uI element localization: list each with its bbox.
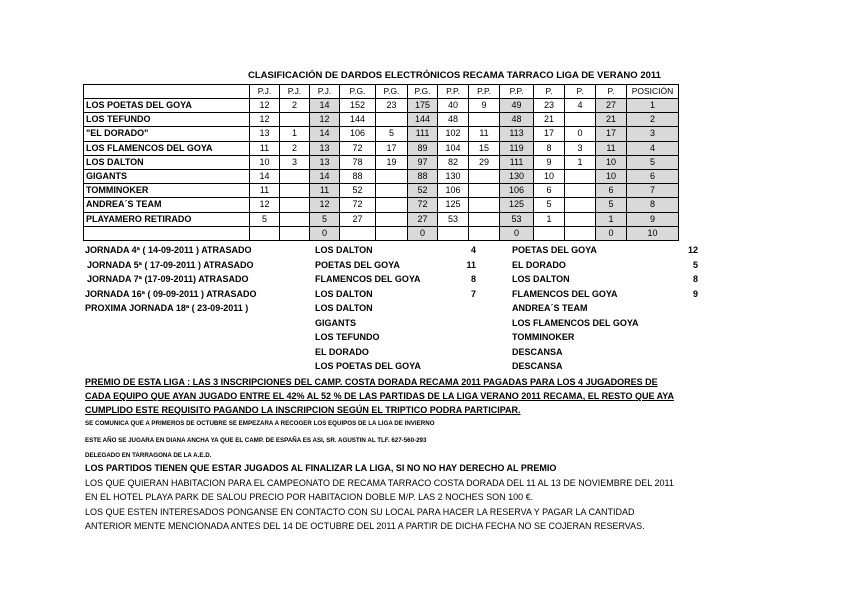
table-cell: 9 [469, 99, 500, 113]
table-cell [469, 226, 500, 240]
table-row [84, 155, 679, 169]
prize-line: CUMPLIDO ESTE REQUISITO PAGANDO LA INSCRIPCION SEGÚN EL TRIPTICO PODRA PARTICIPAR. [85, 405, 521, 415]
table-cell: 4 [627, 141, 679, 155]
table-row [84, 184, 679, 198]
table-cell: 144 [408, 113, 438, 127]
table-cell: 10 [534, 169, 565, 183]
away-score [660, 316, 698, 331]
table-cell [376, 226, 408, 240]
table-cell: 17 [534, 127, 565, 141]
table-cell: 1 [534, 212, 565, 226]
table-cell [250, 226, 280, 240]
table-cell [376, 184, 408, 198]
away-team: LOS DALTON [512, 274, 570, 284]
away-team: LOS FLAMENCOS DEL GOYA [512, 317, 639, 328]
table-cell [376, 169, 408, 183]
home-scores [440, 243, 476, 374]
table-cell: 13 [310, 141, 340, 155]
jornada-label: JORNADA 5ª ( 17-09-2011 ) ATRASADO [87, 259, 254, 270]
team-name-cell: LOS TEFUNDO [84, 113, 250, 127]
table-cell: 27 [340, 212, 376, 226]
table-cell: 14 [310, 99, 340, 113]
table-cell: 2 [627, 113, 679, 127]
away-team: DESCANSA [512, 361, 563, 371]
team-name-cell: LOS DALTON [84, 155, 250, 169]
table-cell: 13 [250, 127, 280, 141]
table-cell: 6 [596, 184, 627, 198]
away-score: 5 [692, 259, 698, 270]
table-cell: 4 [565, 99, 596, 113]
standings-title: CLASIFICACIÓN DE DARDOS ELECTRÓNICOS RECAMA TARRACO LIGA DE VERANO 2011 [248, 70, 661, 81]
away-scores [660, 243, 698, 374]
away-score [660, 330, 698, 345]
jornada-label: JORNADA 4ª ( 14-09-2011 ) ATRASADO [85, 245, 252, 255]
notes-line: EN EL HOTEL PLAYA PARK DE SALOU PRECIO POR HABITACION DOBLE M/P. LAS 2 NOCHES SON 100 €. [85, 492, 534, 502]
winter-league-note: SE COMUNICA QUE A PRIMEROS DE OCTUBRE SE EMPEZARA A RECOGER LOS EQUIPOS DE LA LIGA DE INVIERNO [85, 420, 435, 427]
table-cell: 152 [340, 99, 376, 113]
table-cell: 3 [280, 155, 310, 169]
table-cell: 14 [250, 169, 280, 183]
team-name-cell: LOS POETAS DEL GOYA [84, 99, 250, 113]
away-teams [512, 243, 639, 374]
table-cell: 12 [310, 113, 340, 127]
column-header: P. [534, 85, 565, 99]
table-cell: 102 [438, 127, 469, 141]
table-cell: 7 [627, 184, 679, 198]
table-cell [565, 212, 596, 226]
table-cell: 125 [500, 198, 534, 212]
diana-note: ESTE AÑO SE JUGARA EN DIANA ANCHA YA QUE EL CAMP. DE ESPAÑA ES ASI, SR. AGUSTIN AL TLF. 627-560-293 [85, 437, 427, 444]
table-cell: 2 [280, 141, 310, 155]
table-cell [376, 113, 408, 127]
notes-bold: LOS PARTIDOS TIENEN QUE ESTAR JUGADOS AL FINALIZAR LA LIGA, SI NO NO HAY DERECHO AL PREMIO [85, 463, 557, 473]
table-cell: 113 [500, 127, 534, 141]
table-cell [469, 212, 500, 226]
team-name-cell: PLAYAMERO RETIRADO [84, 212, 250, 226]
table-cell: 88 [408, 169, 438, 183]
column-header [84, 85, 250, 99]
home-score: 8 [470, 274, 476, 284]
table-cell: 17 [596, 127, 627, 141]
table-cell: 5 [250, 212, 280, 226]
team-name-cell: TOMMINOKER [84, 184, 250, 198]
table-cell [280, 212, 310, 226]
jornada-label: JORNADA 16ª ( 09-09-2011 ) ATRASADO [85, 288, 257, 299]
table-cell: 0 [500, 226, 534, 240]
table-cell: 130 [500, 169, 534, 183]
table-cell [280, 169, 310, 183]
table-cell: 5 [534, 198, 565, 212]
notes-line: ANTERIOR MENTE MENCIONADA ANTES DEL 14 DE OCTUBRE DEL 2011 A PARTIR DE DICHA FECHA NO SE COJERAN RESERVAS. [85, 521, 645, 531]
team-name-cell: ANDREA´S TEAM [84, 198, 250, 212]
table-cell: 144 [340, 113, 376, 127]
table-cell: 130 [438, 169, 469, 183]
home-team: LOS DALTON [315, 245, 373, 255]
away-score: 12 [687, 245, 698, 255]
table-cell: 23 [376, 99, 408, 113]
team-name-cell: "EL DORADO" [84, 127, 250, 141]
table-cell: 111 [500, 155, 534, 169]
away-team: DESCANSA [512, 346, 563, 357]
table-cell: 89 [408, 141, 438, 155]
table-row [84, 226, 679, 240]
table-cell: 12 [250, 99, 280, 113]
table-cell: 12 [250, 198, 280, 212]
home-score [440, 345, 476, 360]
table-cell: 0 [596, 226, 627, 240]
table-cell: 21 [596, 113, 627, 127]
team-name-cell: LOS FLAMENCOS DEL GOYA [84, 141, 250, 155]
column-header: P.G. [408, 85, 438, 99]
table-cell: 5 [310, 212, 340, 226]
home-team: LOS POETAS DEL GOYA [315, 361, 421, 371]
standings-table [83, 84, 679, 241]
table-cell: 11 [250, 141, 280, 155]
table-cell: 11 [596, 141, 627, 155]
table-cell [280, 198, 310, 212]
table-cell: 8 [534, 141, 565, 155]
table-cell: 15 [469, 141, 500, 155]
table-cell [280, 113, 310, 127]
table-cell: 1 [280, 127, 310, 141]
table-header-row [84, 85, 679, 99]
table-cell [565, 198, 596, 212]
table-cell [565, 226, 596, 240]
column-header: POSICIÓN [627, 85, 679, 99]
away-score: 8 [692, 274, 698, 284]
jornada-labels [85, 243, 257, 316]
away-team: ANDREA´S TEAM [512, 303, 588, 313]
home-score: 7 [470, 288, 476, 299]
jornada-label: PROXIMA JORNADA 18ª ( 23-09-2011 ) [85, 303, 249, 313]
table-cell: 6 [534, 184, 565, 198]
table-row [84, 212, 679, 226]
table-cell: 72 [340, 198, 376, 212]
table-cell: 5 [627, 155, 679, 169]
column-header: P.P. [438, 85, 469, 99]
table-cell [534, 226, 565, 240]
table-cell: 10 [627, 226, 679, 240]
away-score [660, 301, 698, 316]
delegate-note: DELEGADO EN TARRAGONA DE LA A.E.D. [85, 452, 212, 459]
home-team: LOS DALTON [315, 288, 373, 299]
notes-block [85, 461, 674, 534]
table-cell: 21 [534, 113, 565, 127]
column-header: P.J. [250, 85, 280, 99]
home-team: POETAS DEL GOYA [315, 259, 400, 270]
table-cell: 12 [310, 198, 340, 212]
team-name-cell [84, 226, 250, 240]
table-cell [376, 198, 408, 212]
table-row [84, 141, 679, 155]
table-cell: 1 [596, 212, 627, 226]
table-cell [469, 113, 500, 127]
notes-line: LOS QUE ESTEN INTERESADOS PONGANSE EN CONTACTO CON SU LOCAL PARA HACER LA RESERVA Y PAGAR LA CANTIDAD [85, 506, 635, 517]
table-cell: 52 [408, 184, 438, 198]
column-header: P.J. [280, 85, 310, 99]
table-cell [469, 169, 500, 183]
table-cell: 106 [438, 184, 469, 198]
table-cell: 3 [627, 127, 679, 141]
home-team: LOS TEFUNDO [315, 332, 380, 342]
table-row [84, 127, 679, 141]
table-cell: 48 [500, 113, 534, 127]
table-cell [340, 226, 376, 240]
table-cell: 82 [438, 155, 469, 169]
home-score: 11 [466, 259, 476, 270]
home-score [440, 301, 476, 316]
table-cell: 9 [627, 212, 679, 226]
column-header: P.P. [469, 85, 500, 99]
table-cell: 175 [408, 99, 438, 113]
table-cell [565, 169, 596, 183]
table-cell: 12 [250, 113, 280, 127]
table-cell: 27 [408, 212, 438, 226]
home-team: GIGANTS [315, 317, 357, 328]
table-cell: 6 [627, 169, 679, 183]
table-cell: 0 [408, 226, 438, 240]
table-cell: 5 [376, 127, 408, 141]
home-score [440, 359, 476, 374]
prize-line: PREMIO DE ESTA LIGA : LAS 3 INSCRIPCIONES DEL CAMP. COSTA DORADA RECAMA 2011 PAGADAS PARA LOS 4 JUGADORES DE [85, 377, 658, 387]
table-cell: 104 [438, 141, 469, 155]
table-cell: 10 [596, 169, 627, 183]
column-header: P.J. [310, 85, 340, 99]
table-cell: 19 [376, 155, 408, 169]
table-cell: 11 [310, 184, 340, 198]
table-cell [280, 184, 310, 198]
table-cell: 14 [310, 169, 340, 183]
table-cell: 78 [340, 155, 376, 169]
column-header: P. [565, 85, 596, 99]
table-cell: 0 [310, 226, 340, 240]
prize-text [85, 375, 674, 417]
table-cell [280, 226, 310, 240]
table-cell: 13 [310, 155, 340, 169]
table-row [84, 169, 679, 183]
column-header: P.P. [500, 85, 534, 99]
table-cell: 11 [469, 127, 500, 141]
table-cell: 48 [438, 113, 469, 127]
table-cell: 106 [500, 184, 534, 198]
table-cell: 29 [469, 155, 500, 169]
table-cell [469, 184, 500, 198]
home-team: EL DORADO [315, 346, 369, 357]
table-cell: 8 [627, 198, 679, 212]
table-cell: 10 [596, 155, 627, 169]
home-score [440, 330, 476, 345]
table-row [84, 99, 679, 113]
table-cell: 88 [340, 169, 376, 183]
prize-line: CADA EQUIPO QUE AYAN JUGADO ENTRE EL 42% AL 52 % DE LAS PARTIDAS DE LA LIGA VERANO 2011 RECAMA, EL RESTO QUE AYA [85, 391, 674, 401]
table-cell: 97 [408, 155, 438, 169]
home-score: 4 [470, 245, 476, 255]
table-cell: 27 [596, 99, 627, 113]
column-header: P. [596, 85, 627, 99]
table-cell: 106 [340, 127, 376, 141]
table-cell: 72 [340, 141, 376, 155]
away-team: POETAS DEL GOYA [512, 245, 597, 255]
table-row [84, 113, 679, 127]
away-team: FLAMENCOS DEL GOYA [512, 288, 618, 299]
away-score: 9 [692, 288, 698, 299]
table-cell: 40 [438, 99, 469, 113]
table-cell: 125 [438, 198, 469, 212]
table-cell: 119 [500, 141, 534, 155]
table-cell [376, 212, 408, 226]
table-cell: 9 [534, 155, 565, 169]
away-score [660, 345, 698, 360]
home-score [440, 316, 476, 331]
table-cell: 1 [627, 99, 679, 113]
table-cell: 0 [565, 127, 596, 141]
table-cell: 23 [534, 99, 565, 113]
table-cell: 53 [500, 212, 534, 226]
table-cell: 53 [438, 212, 469, 226]
table-cell: 11 [250, 184, 280, 198]
table-cell [438, 226, 469, 240]
home-teams [315, 243, 421, 374]
team-name-cell: GIGANTS [84, 169, 250, 183]
away-score [660, 359, 698, 374]
home-team: LOS DALTON [315, 303, 373, 313]
away-team: TOMMINOKER [512, 332, 575, 342]
table-cell: 2 [280, 99, 310, 113]
home-team: FLAMENCOS DEL GOYA [315, 274, 421, 284]
table-cell: 5 [596, 198, 627, 212]
table-cell: 111 [408, 127, 438, 141]
table-cell: 1 [565, 155, 596, 169]
table-cell: 49 [500, 99, 534, 113]
table-cell [565, 184, 596, 198]
table-cell: 72 [408, 198, 438, 212]
table-cell [565, 113, 596, 127]
jornada-label: JORNADA 7ª (17-09-2011) ATRASADO [87, 274, 249, 284]
column-header: P.G. [376, 85, 408, 99]
column-header: P.G. [340, 85, 376, 99]
table-cell: 10 [250, 155, 280, 169]
table-cell: 14 [310, 127, 340, 141]
table-cell: 17 [376, 141, 408, 155]
table-cell: 3 [565, 141, 596, 155]
away-team: EL DORADO [512, 259, 566, 270]
table-cell [469, 198, 500, 212]
table-cell: 52 [340, 184, 376, 198]
notes-line: LOS QUE QUIERAN HABITACION PARA EL CAMPEONATO DE RECAMA TARRACO COSTA DORADA DEL 11 AL 13 DE NOVIEMBRE DEL 2011 [85, 477, 674, 488]
table-row [84, 198, 679, 212]
